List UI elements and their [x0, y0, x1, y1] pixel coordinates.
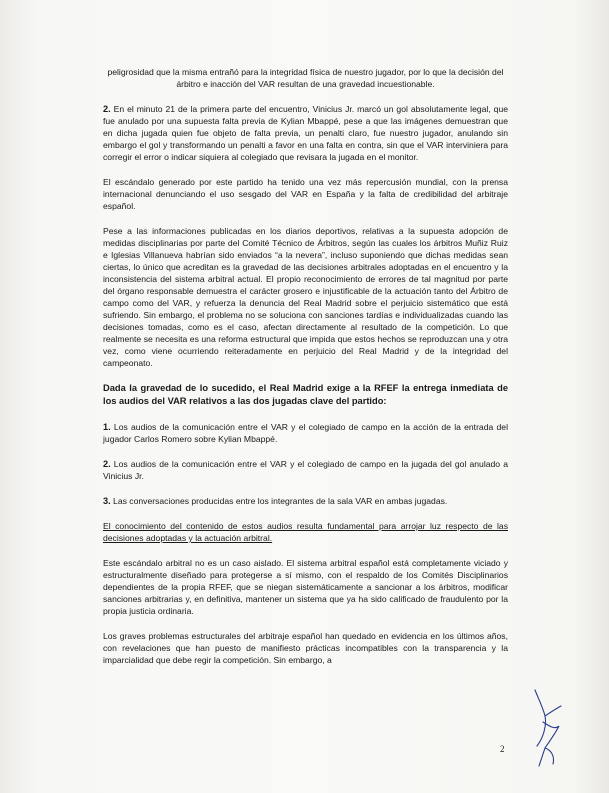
paragraph-text: peligrosidad que la misma entrañó para la integridad física de nuestro jugador, por lo que la decisión del árbitro e inacción del VAR resultan de una gravedad incuestionable.: [107, 67, 504, 89]
paragraph-intro-continuation: [103, 66, 508, 90]
list-item-2: [103, 458, 508, 482]
point-number: 2.: [103, 104, 111, 114]
list-number: 3.: [103, 496, 111, 506]
paragraph-text: Dada la gravedad de lo sucedido, el Real Madrid exige a la RFEF la entrega inmediata de los audios del VAR relativos a las dos jugadas clave del partido:: [103, 383, 508, 406]
paragraph-point-2-goal: [103, 103, 508, 163]
underlined-text: El conocimiento del contenido de estos audios resulta fundamental para arrojar luz respecto de las decisiones adoptadas y la actuación arbitral.: [103, 521, 508, 543]
paragraph-structural: [103, 630, 508, 666]
paragraph-text: En el minuto 21 de la primera parte del encuentro, Vinicius Jr. marcó un gol absolutamente legal, que fue anulado por una supuesta falta previa de Kylian Mbappé, pese a que las imágenes demuestran que en dicha jugada quien fue objeto de falta previa, un penalti claro, fue nuestro jugador, anulando sin embargo el gol y transformando un penalti a favor en una falta en contra, sin que el VAR interviniera para corregir el error o indicar siquiera al colegiado que revisara la jugada en el monitor.: [103, 104, 508, 162]
paragraph-system: [103, 557, 508, 617]
document-body: [103, 66, 508, 679]
list-text: Los audios de la comunicación entre el VAR y el colegiado de campo en la acción de la entrada del jugador Carlos Romero sobre Kylian Mbappé.: [103, 422, 508, 444]
list-item-3: [103, 495, 508, 507]
paragraph-text: Este escándalo arbitral no es un caso aislado. El sistema arbitral español está completamente viciado y estructuralmente diseñado para protegerse a sí mismo, con el respaldo de los Comités Disciplinarios dependientes de la propia RFEF, que se niegan sistemáticamente a sancionar a los árbitros, modificar sanciones arbitrarias y, en definitiva, mantener un sistema que ya ha sido calificado de fraudulento por la propia justicia ordinaria.: [103, 558, 508, 616]
paragraph-text: Pese a las informaciones publicadas en los diarios deportivos, relativas a la supuesta adopción de medidas disciplinarias por parte del Comité Técnico de Árbitros, según las cuales los árbitros Muñiz Ruiz e Iglesias Villanueva habrían sido enviados “a la nevera”, incluso suponiendo que dichas medidas sean ciertas, lo único que acreditan es la gravedad de las decisiones arbitrales adoptadas en el encuentro y la inconsistencia del sistema arbitral actual. El propio reconocimiento de errores de tal magnitud por parte del órgano responsable demuestra el carácter grosero e injustificable de la actuación tanto del Árbitro de campo como del VAR, y refuerza la denuncia del Real Madrid sobre el perjuicio sistemático que está sufriendo. Sin embargo, el problema no se soluciona con sanciones tardías e individualizadas cuando las decisiones tomadas, como es el caso, afectan directamente al resultado de la competición. Lo que realmente se necesita es una reforma estructural que impida que estos hechos se reproduzcan una y otra vez, como viene ocurriendo reiteradamente en perjuicio del Real Madrid y de la integridad del campeonato.: [103, 226, 508, 368]
paragraph-audio-importance: [103, 520, 508, 544]
paragraph-text: El escándalo generado por este partido ha tenido una vez más repercusión mundial, con la prensa internacional denunciando el uso sesgado del VAR en España y la falta de credibilidad del arbitraje español.: [103, 177, 508, 211]
page-number: 2: [500, 744, 505, 754]
paragraph-disciplinary: [103, 225, 508, 369]
paragraph-text: Los graves problemas estructurales del arbitraje español han quedado en evidencia en los últimos años, con revelaciones que han puesto de manifiesto prácticas incompatibles con la transparencia y la imparcialidad que debe regir la competición. Sin embargo, a: [103, 631, 508, 665]
list-text: Las conversaciones producidas entre los integrantes de la sala VAR en ambas jugadas.: [110, 496, 448, 506]
list-item-1: [103, 421, 508, 445]
list-number: 1.: [103, 422, 111, 432]
signature-icon: [525, 686, 565, 768]
list-text: Los audios de la comunicación entre el VAR y el colegiado de campo en la jugada del gol anulado a Vinicius Jr.: [103, 459, 508, 481]
paragraph-scandal: [103, 176, 508, 212]
list-number: 2.: [103, 459, 111, 469]
paragraph-demand: [103, 382, 508, 408]
